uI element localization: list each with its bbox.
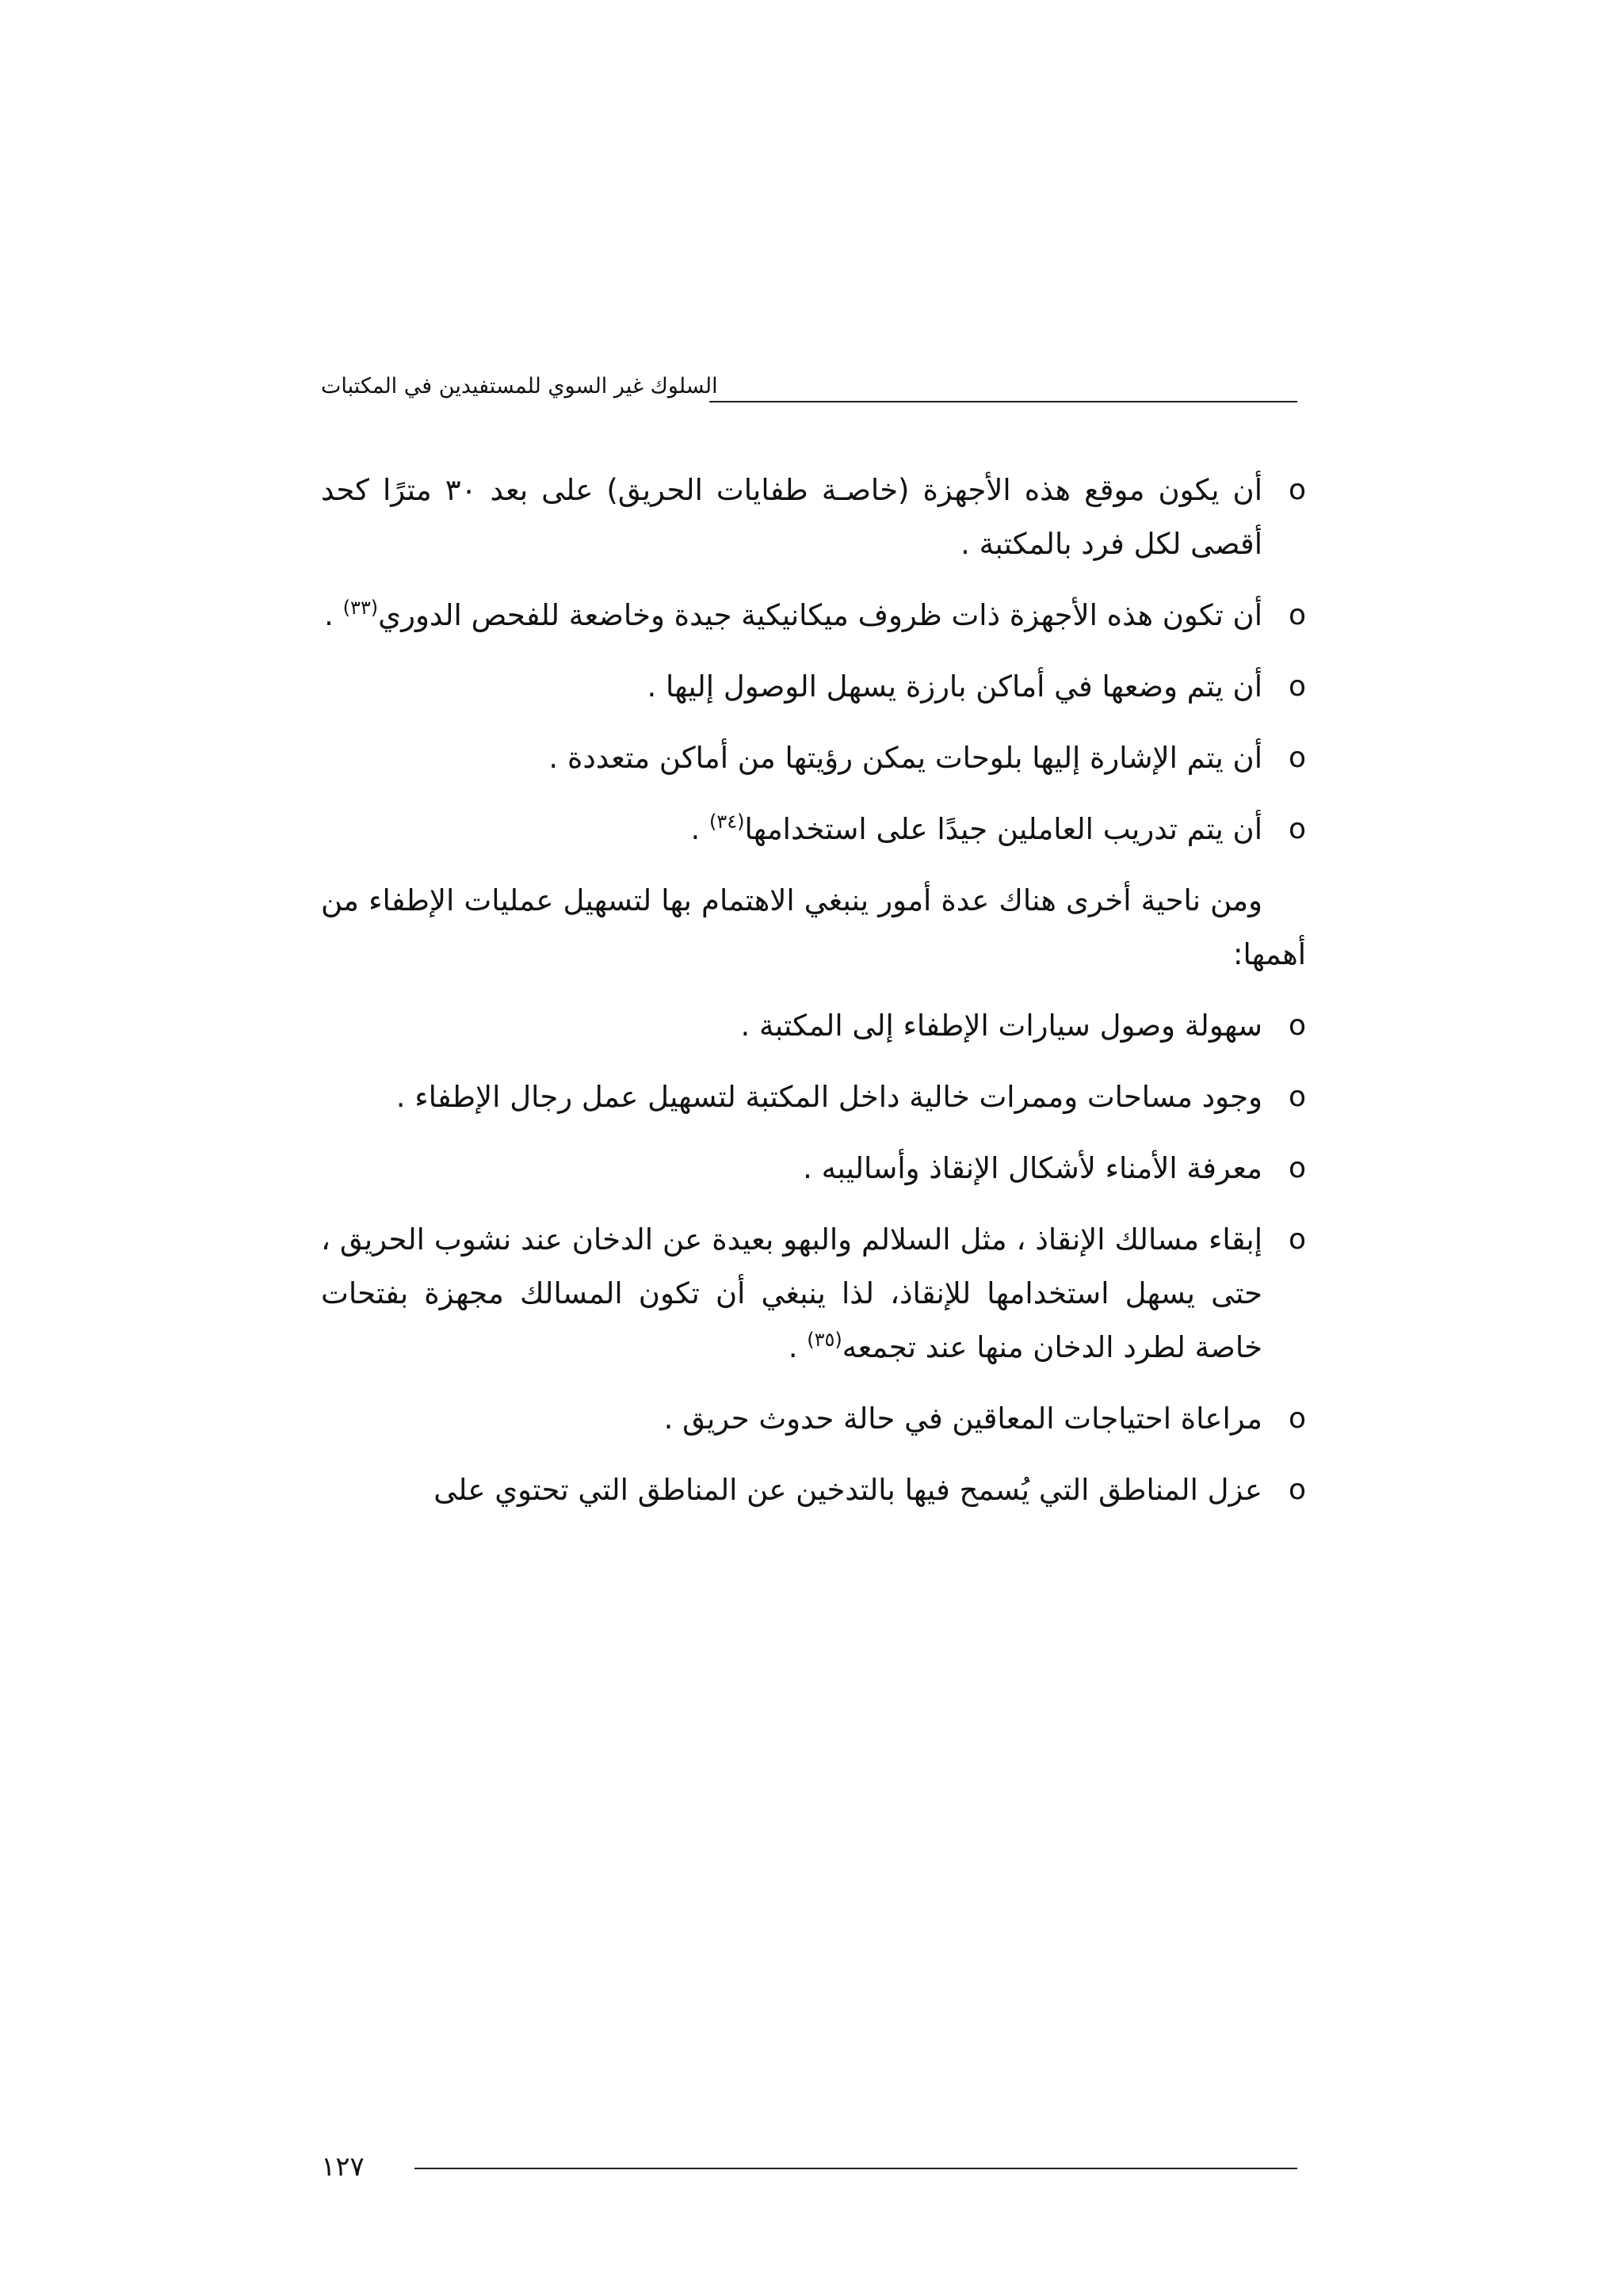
running-header [321, 371, 1297, 410]
bullet-icon: o [1288, 1009, 1306, 1042]
bullet-icon: o [1288, 1081, 1306, 1113]
bullet-icon: o [1288, 1402, 1306, 1435]
header-rule [709, 401, 1297, 402]
list-item-text: أن يكون موقع هذه الأجهزة (خاصـة طفايات الحريق) على بعد ٣٠ مترًا كحد أقصى لكل فرد بالمكتبة . [321, 473, 1263, 561]
bullet-icon: o [1288, 670, 1306, 703]
running-title: السلوك غير السوي للمستفيدين في المكتبات [321, 374, 718, 399]
list-item-text: عزل المناطق التي يُسمح فيها بالتدخين عن المناطق التي تحتوي على [433, 1473, 1262, 1507]
list-item-text: وجود مساحات وممرات خالية داخل المكتبة لتسهيل عمل رجال الإطفاء . [395, 1080, 1262, 1114]
list-item-tail: . [690, 812, 709, 846]
list-item [321, 1463, 1306, 1517]
list-item-text: سهولة وصول سيارات الإطفاء إلى المكتبة . [740, 1009, 1262, 1043]
bullet-icon: o [1288, 1474, 1306, 1506]
bullet-icon: o [1288, 599, 1306, 631]
list-item [321, 660, 1306, 714]
list-item-text: مراعاة احتياجات المعاقين في حالة حدوث حريق . [663, 1402, 1262, 1436]
bullet-icon: o [1288, 1223, 1306, 1256]
list-item [321, 999, 1306, 1053]
page-body [321, 463, 1306, 1535]
footnote-ref: (٣٤) [708, 810, 745, 833]
list-item-text: أن يتم وضعها في أماكن بارزة يسهل الوصول إليها . [647, 669, 1262, 704]
footnote-ref: (٣٥) [807, 1329, 842, 1351]
list-item-text: أن يتم الإشارة إليها بلوحات يمكن رؤيتها من أماكن متعددة . [548, 741, 1262, 775]
list-item [321, 1070, 1306, 1124]
list-item [321, 463, 1306, 571]
list-item [321, 803, 1306, 856]
list-item-text: إبقاء مسالك الإنقاذ ، مثل السلالم والبهو بعيدة عن الدخان عند نشوب الحريق ، حتى يسهل استخدامها للإنقاذ، لذا ينبغي أن تكون المسالك مجهزة بفتحات خاصة لطرد الدخان منها عند تجمعه [321, 1222, 1262, 1364]
list-item-text: أن يتم تدريب العاملين جيدًا على استخدامها [744, 812, 1262, 846]
body-paragraph: ومن ناحية أخرى هناك عدة أمور ينبغي الاهتمام بها لتسهيل عمليات الإطفاء من أهمها: [321, 883, 1306, 971]
list-item-tail: . [788, 1330, 808, 1364]
bullet-icon: o [1288, 742, 1306, 774]
bullet-icon: o [1288, 813, 1306, 845]
page-number: ١٢٧ [321, 2151, 365, 2183]
page-footer [321, 2147, 1297, 2187]
list-item-text: أن تكون هذه الأجهزة ذات ظروف ميكانيكية جيدة وخاضعة للفحص الدوري [378, 598, 1262, 632]
list-item [321, 1392, 1306, 1446]
list-item [321, 1213, 1306, 1375]
list-item-text: معرفة الأمناء لأشكال الإنقاذ وأساليبه . [803, 1151, 1262, 1185]
bullet-icon: o [1288, 1152, 1306, 1184]
list-item [321, 731, 1306, 785]
footnote-ref: (٣٣) [342, 597, 379, 619]
list-item [321, 1142, 1306, 1196]
list-item [321, 589, 1306, 643]
list-item-tail: . [324, 598, 343, 632]
footer-rule [414, 2168, 1297, 2169]
bullet-icon: o [1288, 474, 1306, 506]
